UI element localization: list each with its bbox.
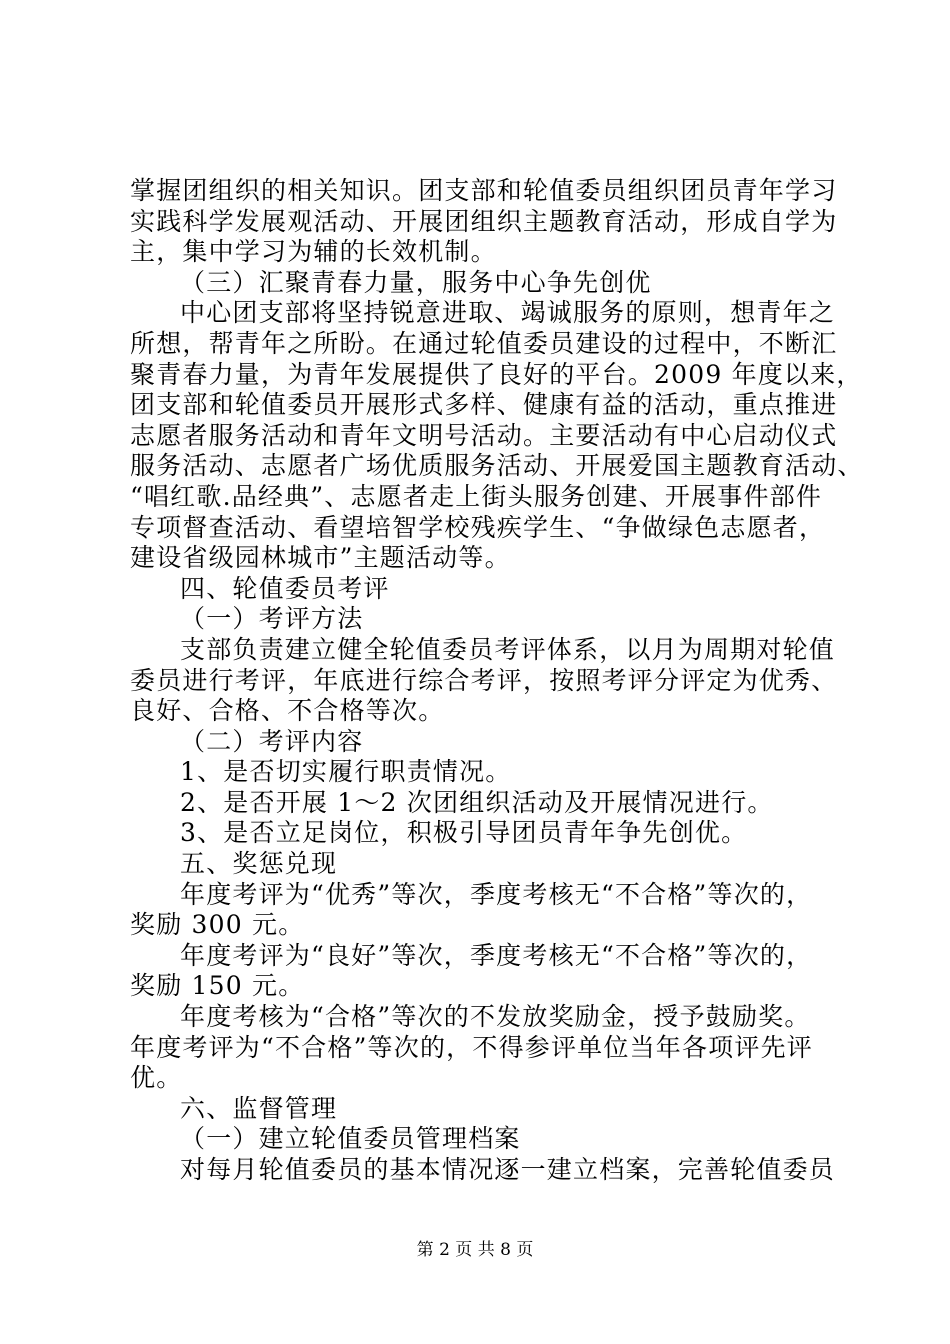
text-line: 聚青春力量，为青年发展提供了良好的平台。2009 年度以来， xyxy=(130,359,863,389)
page-footer: 第 2 页 共 8 页 xyxy=(416,1240,534,1260)
section-heading: （二）考评内容 xyxy=(180,726,364,756)
section-heading: 五、奖惩兑现 xyxy=(180,849,338,879)
text-line: 优。 xyxy=(130,1063,183,1093)
section-heading: （一）考评方法 xyxy=(180,604,364,634)
text-line: 年度考核为“合格”等次的不发放奖励金，授予鼓励奖。 xyxy=(180,1002,811,1032)
text-line: 志愿者服务活动和青年文明号活动。主要活动有中心启动仪式 xyxy=(130,420,838,450)
text-line: 年度考评为“良好”等次，季度考核无“不合格”等次的， xyxy=(180,940,813,970)
section-heading: 四、轮值委员考评 xyxy=(180,573,390,603)
list-item: 3、是否立足岗位，积极引导团员青年争先创优。 xyxy=(180,818,748,848)
text-line: 服务活动、志愿者广场优质服务活动、开展爱国主题教育活动、 xyxy=(130,451,864,481)
list-item: 2、是否开展 1～2 次团组织活动及开展情况进行。 xyxy=(180,787,774,817)
text-line: 奖励 150 元。 xyxy=(130,971,305,1001)
text-line: 中心团支部将坚持锐意进取、竭诚服务的原则，想青年之 xyxy=(180,298,836,328)
text-line: 团支部和轮值委员开展形式多样、健康有益的活动，重点推进 xyxy=(130,390,838,420)
text-line: 委员进行考评，年底进行综合考评，按照考评分评定为优秀、 xyxy=(130,665,838,695)
text-line: 奖励 300 元。 xyxy=(130,910,305,940)
document-body xyxy=(130,176,864,1186)
text-line: 年度考评为“不合格”等次的，不得参评单位当年各项评先评 xyxy=(130,1032,813,1062)
text-line: 支部负责建立健全轮值委员考评体系，以月为周期对轮值 xyxy=(180,634,836,664)
text-line: “唱红歌.品经典”、志愿者走上街头服务创建、开展事件部件 xyxy=(130,481,823,511)
text-line: 建设省级园林城市”主题活动等。 xyxy=(130,543,511,573)
text-line: 良好、合格、不合格等次。 xyxy=(130,696,445,726)
text-line: 年度考评为“优秀”等次，季度考核无“不合格”等次的， xyxy=(180,879,813,909)
section-heading: （一）建立轮值委员管理档案 xyxy=(180,1124,521,1154)
text-line: 专项督查活动、看望培智学校残疾学生、“争做绿色志愿者， xyxy=(130,512,826,542)
list-item: 1、是否切实履行职责情况。 xyxy=(180,757,512,787)
text-line: 所想，帮青年之所盼。在通过轮值委员建设的过程中，不断汇 xyxy=(130,328,838,358)
section-heading: （三）汇聚青春力量，服务中心争先创优 xyxy=(180,267,652,297)
text-line: 掌握团组织的相关知识。团支部和轮值委员组织团员青年学习 xyxy=(130,176,838,205)
section-heading: 六、监督管理 xyxy=(180,1093,338,1123)
text-line: 对每月轮值委员的基本情况逐一建立档案，完善轮值委员 xyxy=(180,1155,836,1184)
text-line: 主，集中学习为辅的长效机制。 xyxy=(130,237,497,267)
text-line: 实践科学发展观活动、开展团组织主题教育活动，形成自学为 xyxy=(130,206,838,236)
